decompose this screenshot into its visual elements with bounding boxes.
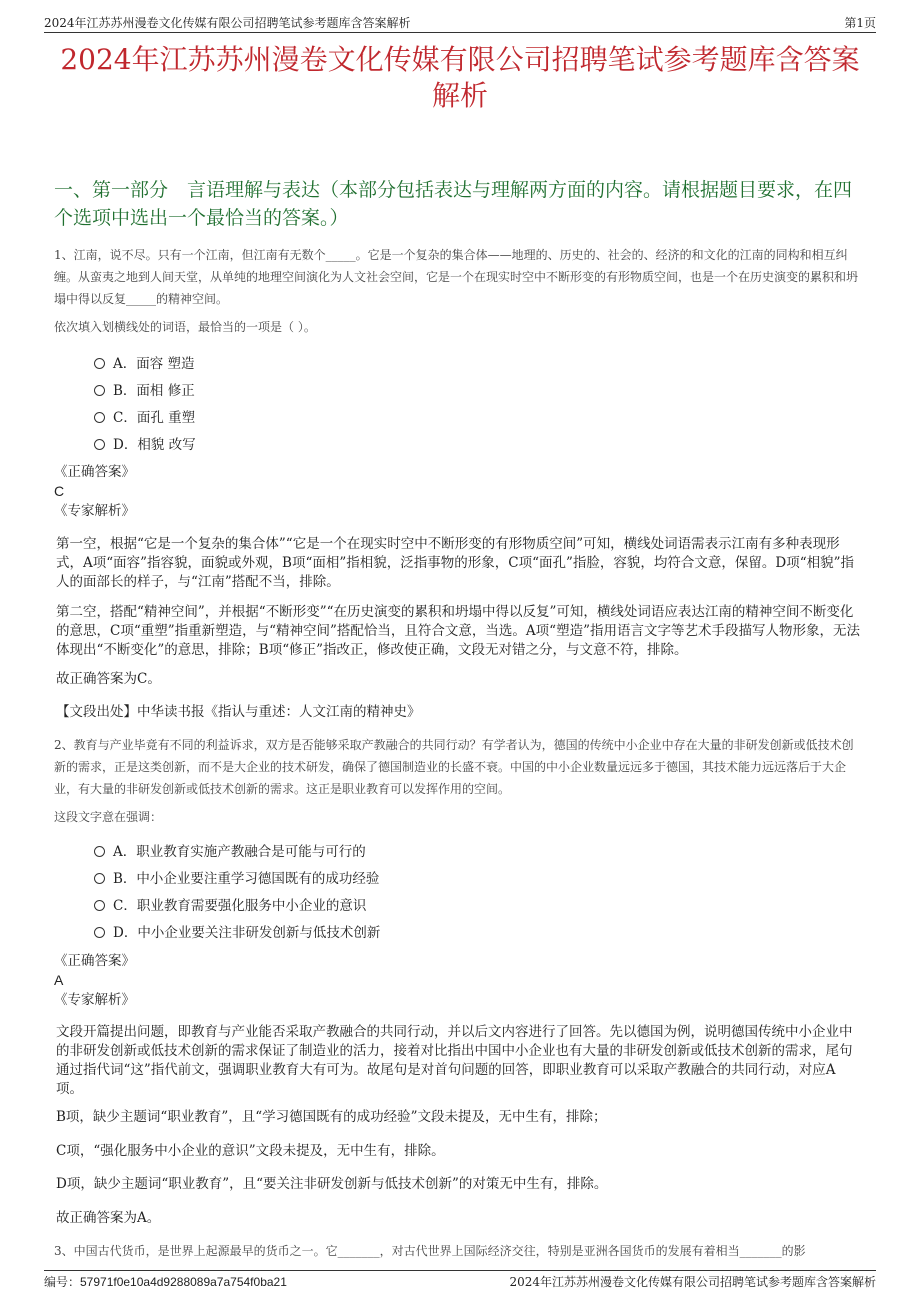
q1-analysis-paragraph: 第一空，根据“它是一个复杂的集合体”“它是一个在现实时空中不断形变的有形物质空间”可知，横线处词语需表示江南有多种表现形式，A项“面容”指容貌，面貌或外观，B项“面相”指相貌，泛指事物的形象，C项“面孔”指脸，容貌，均符合文意，保留。D项“相貌”指人的面部长的样子，与“江南”搭配不当，排除。 bbox=[56, 536, 855, 590]
question-2-stem: 2、教育与产业毕竟有不同的利益诉求，双方是否能够采取产教融合的共同行动？有学者认为，德国的传统中小企业中存在大量的非研发创新或低技术创新的需求，正是这类创新，而不是大企业的技术研发，确保了德国制造业的长盛不衰。中国的中小企业数量远远多于德国，其技术能力远远落后于大企业，有大量的非研发创新或低技术创新的需求。这正是职业教育可以发挥作用的空间。 bbox=[54, 738, 854, 796]
option-label: D．中小企业要关注非研发创新与低技术创新 bbox=[113, 925, 381, 941]
document-title: 2024年江苏苏州漫卷文化传媒有限公司招聘笔试参考题库含答案解析 bbox=[60, 43, 860, 112]
radio-icon[interactable] bbox=[94, 873, 105, 884]
q1-analysis-label: 《专家解析》 bbox=[54, 503, 135, 519]
radio-icon[interactable] bbox=[94, 358, 105, 369]
q1-answer-label: 《正确答案》 bbox=[54, 464, 135, 480]
document-code: 编号：57971f0e10a4d9288089a7a754f0ba21 bbox=[44, 1275, 287, 1289]
q2-answer: A bbox=[54, 972, 64, 988]
q2-analysis-label: 《专家解析》 bbox=[54, 992, 135, 1008]
q1-conclusion: 故正确答案为C。 bbox=[56, 671, 161, 687]
q1-option-b[interactable] bbox=[94, 381, 195, 401]
q1-analysis-paragraph: 第二空，搭配“精神空间”，并根据“不断形变”“在历史演变的累积和坍塌中得以反复”可知，横线处词语应表达江南的精神空间不断变化的意思，C项“重塑”指重新塑造，与“精神空间”搭配恰当，且符合文意，当选。A项“塑造”指用语言文字等艺术手段描写人物形象，无法体现出“不断变化”的意思，排除；B项“修正”指改正，修改使正确，文段无对错之分，与文意不符，排除。 bbox=[56, 604, 860, 658]
question-1-prompt: 依次填入划横线处的词语，最恰当的一项是（ ）。 bbox=[54, 320, 316, 334]
q2-answer-label: 《正确答案》 bbox=[54, 953, 135, 969]
q1-source: 【文段出处】中华读书报《指认与重述：人文江南的精神史》 bbox=[56, 704, 421, 720]
q1-answer: C bbox=[54, 483, 65, 499]
q2-analysis-paragraph: C项，“强化服务中小企业的意识”文段未提及，无中生有，排除。 bbox=[56, 1143, 445, 1159]
radio-icon[interactable] bbox=[94, 412, 105, 423]
q1-option-a[interactable] bbox=[94, 354, 195, 374]
q2-option-b[interactable] bbox=[94, 869, 379, 889]
section-heading: 一、第一部分 言语理解与表达（本部分包括表达与理解两方面的内容。请根据题目要求，在四个选项中选出一个最恰当的答案。） bbox=[54, 179, 853, 229]
radio-icon[interactable] bbox=[94, 927, 105, 938]
q2-option-c[interactable] bbox=[94, 896, 366, 916]
question-1-stem: 1、江南，说不尽。只有一个江南，但江南有无数个_____。它是一个复杂的集合体——地理的、历史的、社会的、经济的和文化的江南的同构和相互纠缠。从蛮夷之地到人间天堂，从单纯的地理空间演化为人文社会空间，它是一个在现实时空中不断形变的有形物质空间，也是一个在历史演变的累积和坍塌中得以反复_____的精神空间。 bbox=[54, 248, 859, 306]
footer-title: 2024年江苏苏州漫卷文化传媒有限公司招聘笔试参考题库含答案解析 bbox=[509, 1275, 876, 1289]
radio-icon[interactable] bbox=[94, 900, 105, 911]
q2-analysis-paragraph: D项，缺少主题词“职业教育”，且“要关注非研发创新与低技术创新”的对策无中生有，排除。 bbox=[56, 1176, 608, 1192]
page-number: 第1页 bbox=[844, 16, 876, 30]
radio-icon[interactable] bbox=[94, 439, 105, 450]
question-3-stem: 3、中国古代货币，是世界上起源最早的货币之一。它_______，对古代世界上国际经济交往，特别是亚洲各国货币的发展有着相当_______的影 bbox=[54, 1244, 806, 1258]
q2-conclusion: 故正确答案为A。 bbox=[56, 1210, 161, 1226]
option-label: C．面孔 重塑 bbox=[113, 410, 196, 426]
q2-option-d[interactable] bbox=[94, 923, 380, 943]
q2-analysis-paragraph: 文段开篇提出问题，即教育与产业能否采取产教融合的共同行动，并以后文内容进行了回答。先以德国为例，说明德国传统中小企业中的非研发创新或低技术创新的需求保证了制造业的活力，接着对比指出中国中小企业也有大量的非研发创新或低技术创新的需求，尾句通过指代词“这”指代前文，强调职业教育大有可为。故尾句是对首句问题的回答，即职业教育可以采取产教融合的共同行动，对应A项。 bbox=[56, 1024, 853, 1097]
page-footer bbox=[44, 1270, 876, 1291]
q1-option-d[interactable] bbox=[94, 435, 196, 455]
q2-analysis-paragraph: B项，缺少主题词“职业教育”，且“学习德国既有的成功经验”文段未提及，无中生有，排除； bbox=[56, 1109, 607, 1125]
question-2-prompt: 这段文字意在强调： bbox=[54, 810, 163, 824]
option-label: A．职业教育实施产教融合是可能与可行的 bbox=[113, 844, 366, 860]
option-label: D．相貌 改写 bbox=[113, 437, 196, 453]
header-title: 2024年江苏苏州漫卷文化传媒有限公司招聘笔试参考题库含答案解析 bbox=[44, 16, 411, 30]
page-header bbox=[44, 14, 876, 33]
option-label: B．中小企业要注重学习德国既有的成功经验 bbox=[113, 871, 380, 887]
radio-icon[interactable] bbox=[94, 385, 105, 396]
option-label: B．面相 修正 bbox=[113, 383, 195, 399]
option-label: A．面容 塑造 bbox=[113, 356, 195, 372]
q2-option-a[interactable] bbox=[94, 842, 366, 862]
radio-icon[interactable] bbox=[94, 846, 105, 857]
option-label: C．职业教育需要强化服务中小企业的意识 bbox=[113, 898, 367, 914]
q1-option-c[interactable] bbox=[94, 408, 195, 428]
